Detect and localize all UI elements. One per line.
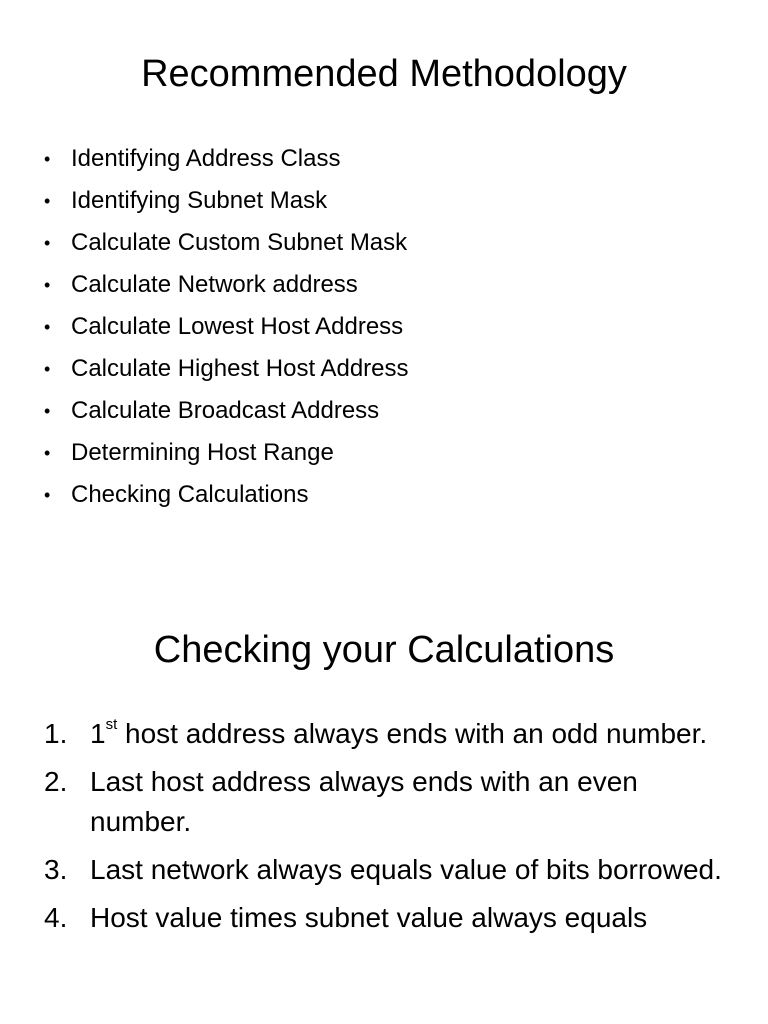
bullet-icon: • — [44, 149, 51, 169]
list-item-text: Calculate Lowest Host Address — [71, 313, 404, 340]
item-text — [90, 714, 744, 754]
bullet-icon: • — [44, 233, 51, 253]
item-text-rest: host address always ends with an odd number. — [117, 718, 708, 749]
item-number: 3. — [44, 854, 68, 885]
bullet-icon: • — [44, 485, 51, 505]
item-number: 2. — [44, 766, 68, 797]
numbered-item — [44, 898, 744, 938]
item-text: Last host address always ends with an even number. — [90, 766, 638, 837]
bullet-icon: • — [44, 401, 51, 421]
list-item-text: Determining Host Range — [71, 439, 334, 466]
list-item-text: Calculate Custom Subnet Mask — [71, 229, 408, 256]
list-item-text: Calculate Broadcast Address — [71, 397, 380, 424]
item-number: 1. — [44, 718, 68, 749]
list-item-text: Identifying Address Class — [71, 145, 341, 172]
bullet-icon: • — [44, 443, 51, 463]
calculation-check-list — [44, 714, 744, 946]
list-item-text: Calculate Network address — [71, 271, 358, 298]
item-text: Host value times subnet value always equals — [90, 902, 648, 933]
slide-checking-calculations — [0, 590, 768, 1024]
bullet-icon: • — [44, 191, 51, 211]
slide-title: Recommended Methodology — [141, 53, 627, 95]
ordinal-suffix: st — [105, 716, 118, 733]
bullet-icon: • — [44, 317, 51, 337]
list-item-text: Checking Calculations — [71, 481, 309, 508]
numbered-item — [44, 762, 744, 842]
bullet-icon: • — [44, 359, 51, 379]
list-item-text: Calculate Highest Host Address — [71, 355, 409, 382]
numbered-item — [44, 850, 744, 890]
list-item-text: Identifying Subnet Mask — [71, 187, 328, 214]
item-text: Last network always equals value of bits borrowed. — [90, 854, 722, 885]
item-number: 4. — [44, 902, 68, 933]
slide-title: Checking your Calculations — [153, 629, 615, 671]
ordinal-number: 1 — [90, 718, 106, 749]
numbered-item — [44, 714, 744, 754]
bullet-icon: • — [44, 275, 51, 295]
